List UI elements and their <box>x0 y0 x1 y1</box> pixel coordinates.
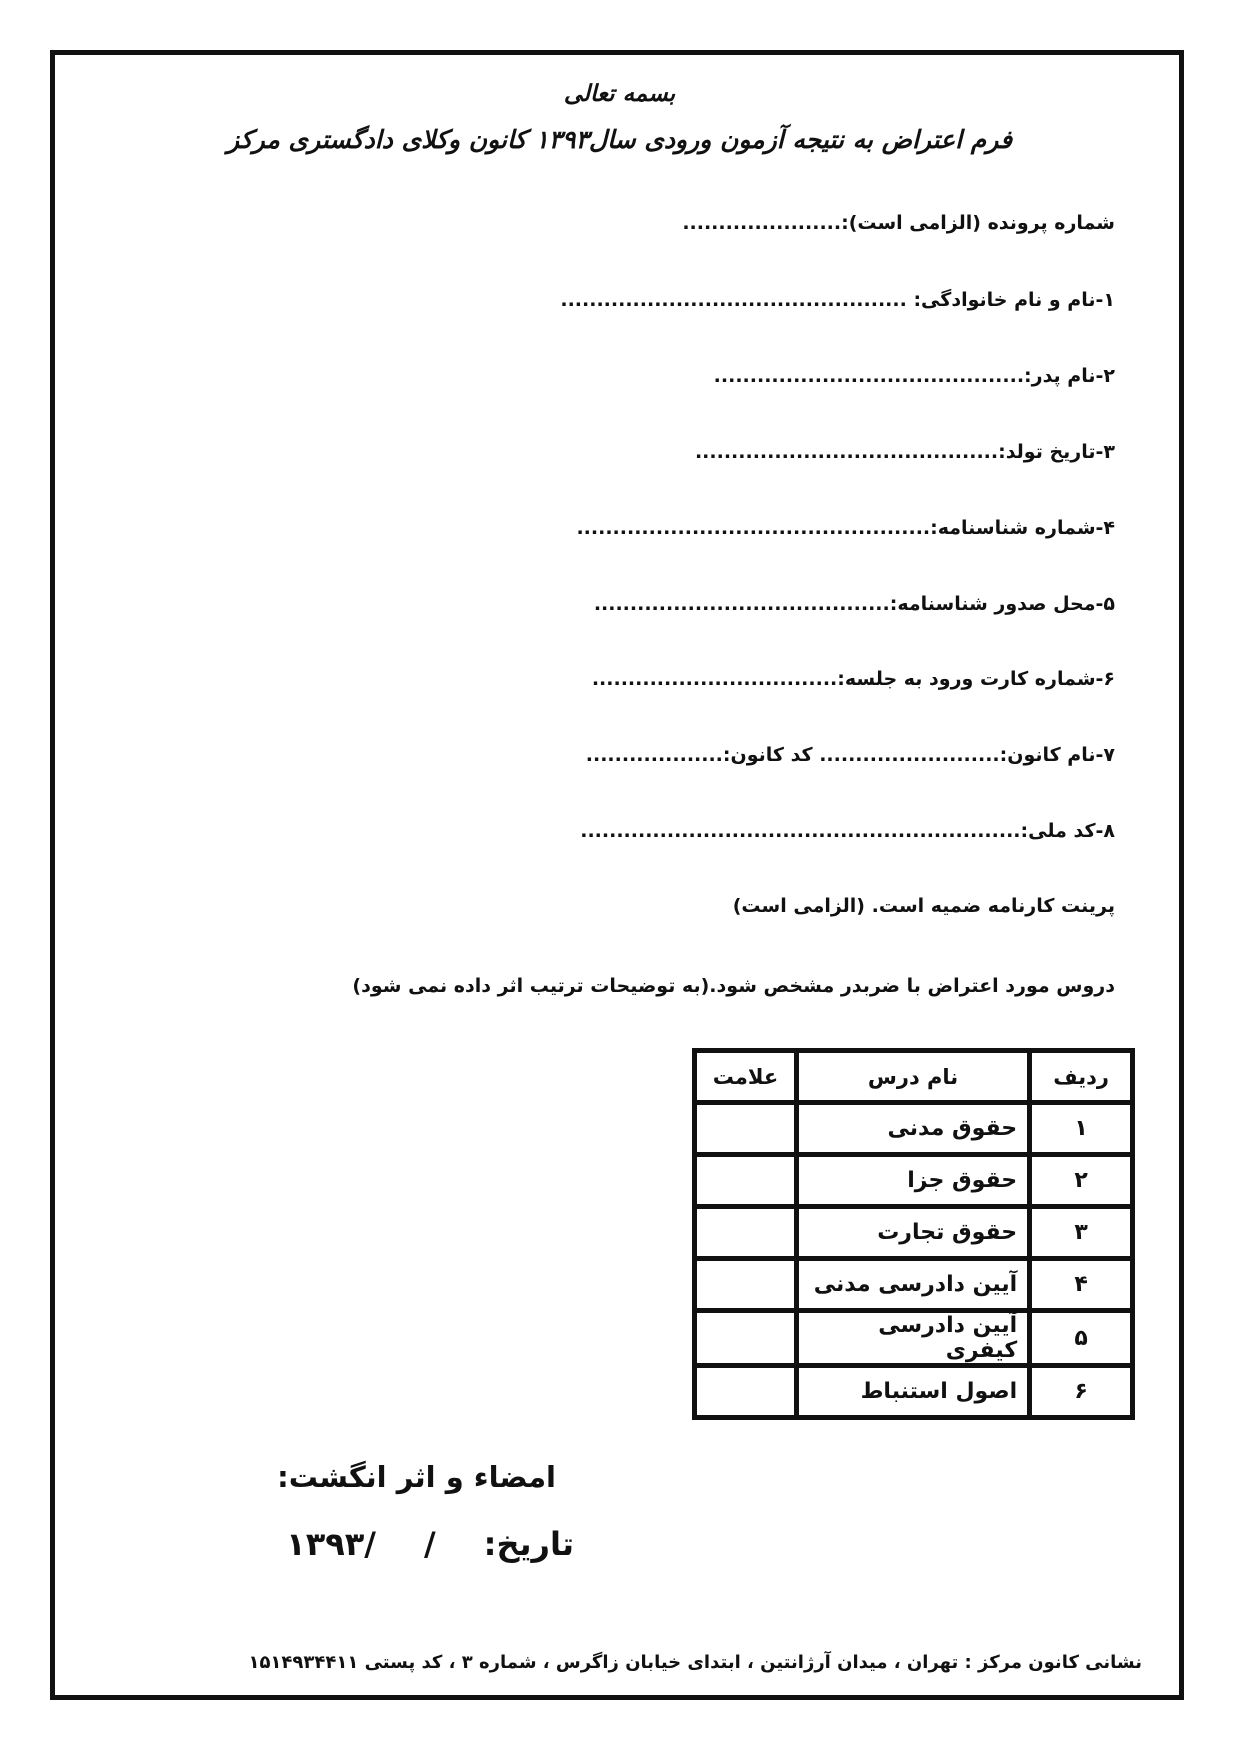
row-number: ۴ <box>1030 1259 1133 1311</box>
table-row <box>695 1259 1133 1311</box>
table-row <box>695 1207 1133 1259</box>
mark-cell[interactable] <box>695 1311 797 1366</box>
father-name-field[interactable]: ۲-نام پدر:........................................... <box>713 365 1115 387</box>
date-line[interactable] <box>286 1525 574 1563</box>
header-course-name: نام درس <box>796 1051 1029 1103</box>
table-header-row <box>695 1051 1133 1103</box>
bismillah-heading: بسمه تعالی <box>563 80 676 107</box>
id-issue-place-field[interactable]: ۵-محل صدور شناسنامه:......................................... <box>593 593 1115 615</box>
mark-cell[interactable] <box>695 1155 797 1207</box>
date-separator: / <box>423 1525 436 1563</box>
transcript-note: پرینت کارنامه ضمیه است. (الزامی است) <box>732 895 1115 917</box>
course-name: اصول استنباط <box>796 1366 1029 1418</box>
table-row <box>695 1103 1133 1155</box>
national-code-field[interactable]: ۸-کد ملی:............................................................. <box>580 820 1115 842</box>
table-row <box>695 1366 1133 1418</box>
row-number: ۱ <box>1030 1103 1133 1155</box>
id-number-field[interactable]: ۴-شماره شناسنامه:................................................. <box>576 517 1115 539</box>
full-name-field[interactable]: ۱-نام و نام خانوادگی: ................................................ <box>560 289 1115 311</box>
course-name: حقوق جزا <box>796 1155 1029 1207</box>
date-label: تاریخ: <box>483 1525 574 1563</box>
file-number-field[interactable]: شماره پرونده (الزامی است):...................... <box>682 212 1115 234</box>
table-row <box>695 1155 1133 1207</box>
form-title: فرم اعتراض به نتیجه آزمون ورودی سال۱۳۹۳ کانون وکلای دادگستری مرکز <box>226 125 1013 154</box>
signature-label[interactable]: امضاء و اثر انگشت: <box>277 1460 556 1494</box>
course-name: حقوق تجارت <box>796 1207 1029 1259</box>
header-row-number: ردیف <box>1030 1051 1133 1103</box>
course-name: آیین دادرسی کیفری <box>796 1311 1029 1366</box>
row-number: ۶ <box>1030 1366 1133 1418</box>
row-number: ۵ <box>1030 1311 1133 1366</box>
entry-card-field[interactable]: ۶-شماره کارت ورود به جلسه:.................................. <box>591 668 1115 690</box>
mark-cell[interactable] <box>695 1207 797 1259</box>
table-row <box>695 1311 1133 1366</box>
center-name-field[interactable]: ۷-نام کانون:......................... کد کانون:................... <box>585 744 1115 766</box>
course-name: حقوق مدنی <box>796 1103 1029 1155</box>
header-mark: علامت <box>695 1051 797 1103</box>
mark-cell[interactable] <box>695 1259 797 1311</box>
course-name: آیین دادرسی مدنی <box>796 1259 1029 1311</box>
birth-date-field[interactable]: ۳-تاریخ تولد:.......................................... <box>694 441 1115 463</box>
row-number: ۳ <box>1030 1207 1133 1259</box>
courses-instruction: دروس مورد اعتراض با ضربدر مشخص شود.(به توضیحات ترتیب اثر داده نمی شود) <box>352 975 1115 997</box>
courses-table <box>692 1048 1135 1420</box>
date-year: /۱۳۹۳ <box>286 1525 376 1563</box>
row-number: ۲ <box>1030 1155 1133 1207</box>
mark-cell[interactable] <box>695 1366 797 1418</box>
mark-cell[interactable] <box>695 1103 797 1155</box>
footer-address: نشانی کانون مرکز : تهران ، میدان آرژانتین ، ابتدای خیابان زاگرس ، شماره ۳ ، کد پستی ۱۵۱۴۹۳۴۴۱۱ <box>248 1652 1142 1673</box>
